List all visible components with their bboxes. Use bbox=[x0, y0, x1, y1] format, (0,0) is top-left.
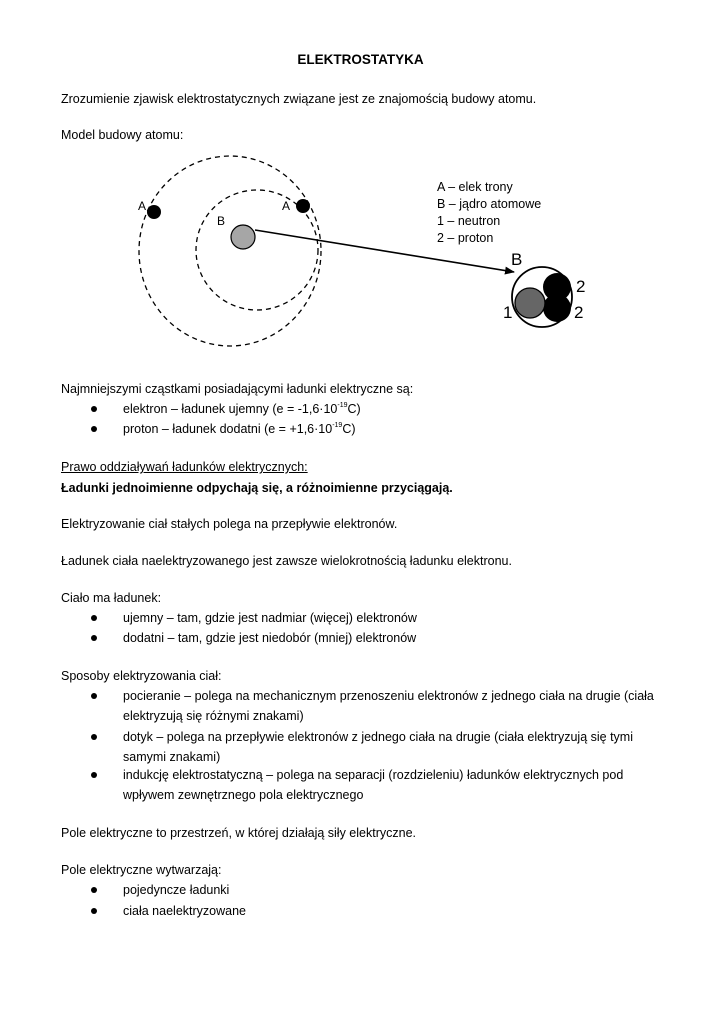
particles-heading: Najmniejszymi cząstkami posiadającymi ładunki elektryczne są: bbox=[61, 382, 414, 396]
bullet bbox=[91, 772, 97, 778]
bullet bbox=[91, 426, 97, 432]
field-sources-heading: Pole elektryczne wytwarzają: bbox=[61, 863, 222, 877]
particle-electron: elektron – ładunek ujemny $(e = -1,6\cdot 10^{-19}C)$ bbox=[123, 402, 361, 416]
bullet bbox=[91, 635, 97, 641]
field-source-charged-bodies: ciała naelektryzowane bbox=[123, 904, 246, 918]
atom-model-diagram bbox=[0, 0, 721, 380]
model-heading: Model budowy atomu: bbox=[61, 128, 184, 142]
bullet bbox=[91, 887, 97, 893]
legend-item-electrons: A – elek trony bbox=[437, 180, 513, 194]
bullet bbox=[91, 734, 97, 740]
outer-orbit bbox=[139, 156, 321, 346]
proton-bottom bbox=[543, 294, 571, 322]
law-statement: Ładunki jednoimienne odpychają się, a różnoimienne przyciągają. bbox=[61, 481, 453, 495]
legend-item-proton: 2 – proton bbox=[437, 231, 494, 245]
body-charge-positive: dodatni – tam, gdzie jest niedobór (mniej) elektronów bbox=[123, 631, 417, 645]
law-heading: Prawo oddziaływań ładunków elektrycznych: bbox=[61, 460, 308, 474]
method-induction-line2: wpływem zewnętrznego pola elektrycznego bbox=[123, 788, 364, 802]
electron-outer bbox=[147, 205, 161, 219]
bullet bbox=[91, 615, 97, 621]
neutron bbox=[515, 288, 545, 318]
field-source-single-charges: pojedyncze ładunki bbox=[123, 883, 230, 897]
legend-item-neutron: 1 – neutron bbox=[437, 214, 501, 228]
nucleus-label-1: 1 bbox=[503, 303, 513, 322]
methods-heading: Sposoby elektryzowania ciał: bbox=[61, 669, 222, 683]
nucleus-label: B bbox=[511, 250, 523, 269]
method-contact-line1: dotyk – polega na przepływie elektronów z jednego ciała na drugie (ciała elektryzują się tymi bbox=[123, 730, 633, 744]
bullet bbox=[91, 406, 97, 412]
method-friction-line2: elektryzują się różnymi znakami) bbox=[123, 709, 304, 723]
body-charge-negative: ujemny – tam, gdzie jest nadmiar (więcej) elektronów bbox=[123, 611, 417, 625]
body-charge-heading: Ciało ma ładunek: bbox=[61, 591, 162, 605]
field-definition: Pole elektryczne to przestrzeń, w której działają siły elektryczne. bbox=[61, 826, 417, 840]
label-a-inner: A bbox=[282, 199, 291, 213]
method-contact-line2: samymi znakami) bbox=[123, 750, 221, 764]
electrification-solids: Elektryzowanie ciał stałych polega na przepływie elektronów. bbox=[61, 517, 398, 531]
intro-paragraph: Zrozumienie zjawisk elektrostatycznych związane jest ze znajomością budowy atomu. bbox=[61, 92, 537, 106]
page-title: ELEKTROSTATYKA bbox=[297, 52, 424, 67]
label-b: B bbox=[217, 214, 226, 228]
nucleus-small bbox=[231, 225, 255, 249]
legend-item-nucleus: B – jądro atomowe bbox=[437, 197, 542, 211]
electron-inner bbox=[296, 199, 310, 213]
method-friction-line1: pocieranie – polega na mechanicznym przenoszeniu elektronów z jednego ciała na drugie (ciała bbox=[123, 689, 654, 703]
method-induction-line1: indukcję elektrostatyczną – polega na separacji (rozdzieleniu) ładunków elektrycznych pod bbox=[123, 768, 624, 782]
label-a-outer: A bbox=[138, 199, 147, 213]
nucleus-label-2-top: 2 bbox=[576, 277, 586, 296]
bullet bbox=[91, 908, 97, 914]
particle-proton: proton – ładunek dodatni $(e = +1,6\cdot 10^{-19}C)$ bbox=[123, 422, 356, 436]
nucleus-label-2-bottom: 2 bbox=[574, 303, 584, 322]
charge-multiple: Ładunek ciała naelektryzowanego jest zawsze wielokrotnością ładunku elektronu. bbox=[61, 554, 512, 568]
bullet bbox=[91, 693, 97, 699]
